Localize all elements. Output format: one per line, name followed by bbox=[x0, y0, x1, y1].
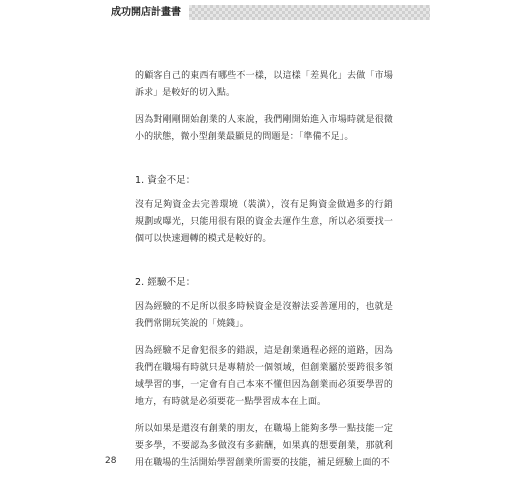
section-heading-experience: 2. 經驗不足： bbox=[135, 277, 196, 288]
section-heading-funding: 1. 資金不足： bbox=[135, 175, 196, 186]
paragraph: 因為經驗的不足所以很多時候資金是沒辦法妥善運用的，也就是我們常開玩笑說的「燒錢」。 bbox=[135, 302, 393, 329]
book-title: 成功開店計畫書 bbox=[93, 5, 189, 20]
paragraph: 沒有足夠資金去完善環境（裝潢），沒有足夠資金做過多的行銷規劃或曝光，只能用很有限的資金去運作生意，所以必須要找一個可以快速週轉的模式是較好的。 bbox=[135, 200, 393, 244]
paragraph: 因為經驗不足會犯很多的錯誤，這是創業過程必經的道路，因為我們在職場有時就只是專精於一個領域，但創業屬於要跨很多領域學習的事，一定會有自己本來不懂但因為創業而必須要學習的地方，有時就是必須要花一點學習成本在上面。 bbox=[135, 346, 393, 407]
page-body bbox=[135, 68, 393, 482]
paragraph: 所以如果是還沒有創業的朋友，在職場上能夠多學一點技能一定要多學，不要認為多做沒有多薪酬，如果真的想要創業，那就利用在職場的生活開始學習創業所需要的技能，補足經驗上面的不 bbox=[135, 424, 393, 468]
page-number: 28 bbox=[105, 456, 117, 466]
paragraph: 因為對剛剛開始創業的人來說，我們剛開始進入市場時就是很微小的狀態，微小型創業最顯見的問題是：「準備不足」。 bbox=[135, 115, 393, 142]
paragraph: 的顧客自己的東西有哪些不一樣，以這樣「差異化」去做「市場訴求」是較好的切入點。 bbox=[135, 71, 393, 98]
running-header bbox=[0, 0, 520, 28]
